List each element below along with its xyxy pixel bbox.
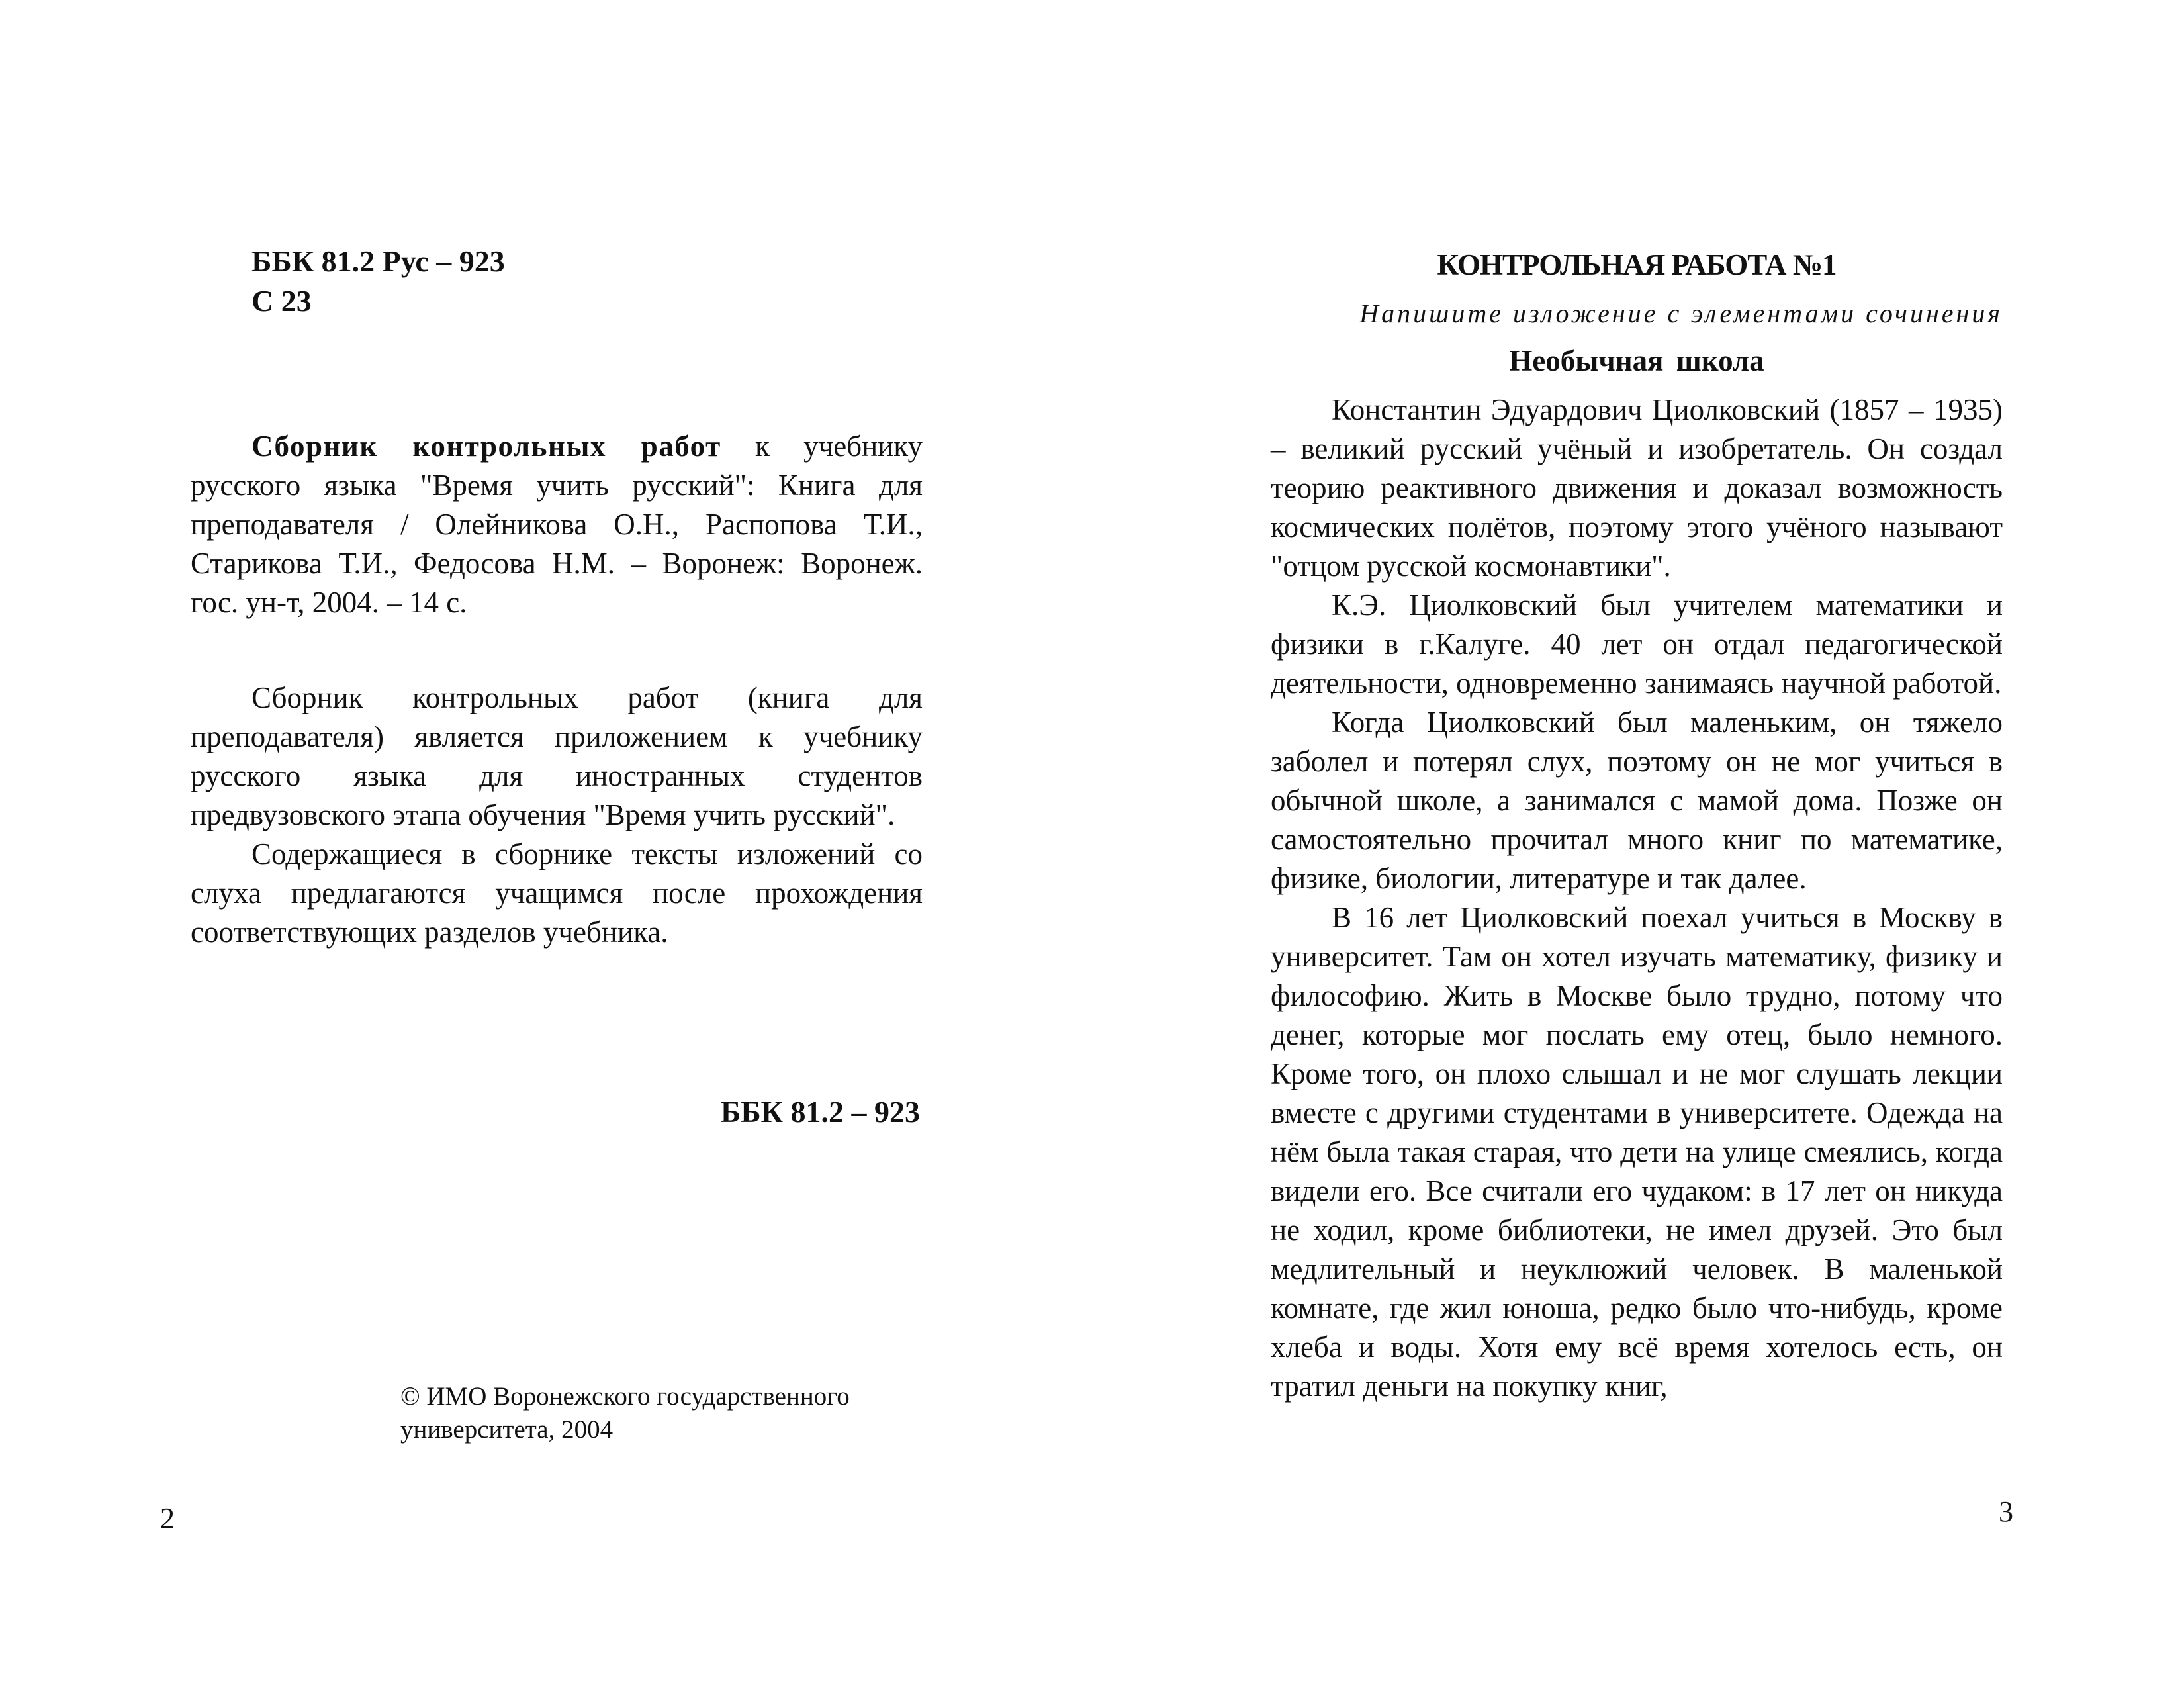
body-paragraph: К.Э. Циолковский был учителем математики и физики в г.Калуге. 40 лет он отдал педагогической деятельности, одновременно занимаясь научной работой. [1271, 588, 2003, 700]
body-paragraph: Константин Эдуардович Циолковский (1857 – 1935) – великий русский учёный и изобретатель. Он создал теорию реактивного движения и доказал возможность космических полётов, поэтому этого учёного называют "отцом русской космонавтики". [1271, 393, 2003, 583]
body-paragraph: В 16 лет Циолковский поехал учиться в Москву в университет. Там он хотел изучать математику, физику и философию. Жить в Москве было трудно, потому что денег, которые мог послать ему отец, было немного. Кроме того, он плохо слышал и не мог слушать лекции вместе с другими студентами в университете. Одежда на нём была такая старая, что дети на улице смеялись, когда видели его. Все считали его чудаком: в 17 лет он никуда не ходил, кроме библиотеки, не имел друзей. Это был медлительный и неуклюжий человек. В маленькой комнате, где жил юноша, редко было что-нибудь, кроме хлеба и воды. Хотя ему всё время хотелось есть, он тратил деньги на покупку книг, [1271, 901, 2003, 1403]
body-paragraph: Когда Циолковский был маленьким, он тяжело заболел и потерял слух, поэтому он не мог учиться в обычной школе, а занимался с мамой дома. Позже он самостоятельно прочитал много книг по математике, физике, биологии, литературе и так далее. [1271, 706, 2003, 895]
text-body [1271, 391, 2003, 1406]
copyright-line: университета, 2004 [400, 1415, 614, 1444]
copyright-notice [400, 1380, 903, 1446]
task-instruction: Напишите изложение с элементами сочинения [1359, 299, 2003, 328]
copyright-line: © ИМО Воронежского государственного [400, 1382, 850, 1411]
biblio-paragraph [191, 427, 923, 622]
author-mark: С 23 [251, 284, 312, 318]
page-title: КОНТРОЛЬНАЯ РАБОТА №1 [1437, 248, 1837, 281]
page-number: 3 [1999, 1495, 2013, 1528]
page-number: 2 [160, 1502, 175, 1534]
biblio-details: к учебнику русского языка "Время учить русский": Книга для преподавателя / Олейникова О.Н., Распопова Т.И., Старикова Т.И., Федосова Н.М. – Воронеж: Воронеж. гос. ун-т, 2004. – 14 с. [191, 430, 923, 619]
bbk-code-line: ББК 81.2 Рус – 923 [251, 244, 505, 278]
annotation-paragraph: Сборник контрольных работ (книга для преподавателя) является приложением к учебнику русского языка для иностранных студентов предвузовского этапа обучения "Время учить русский". [191, 681, 923, 831]
biblio-title: Сборник контрольных работ [251, 430, 721, 463]
bibliographic-description [191, 427, 923, 622]
bbk-code-bottom: ББК 81.2 – 923 [720, 1095, 920, 1129]
text-title: Необычная школа [1509, 344, 1764, 377]
annotation [191, 679, 923, 952]
right-page [1092, 0, 2184, 1688]
bbk-classification [251, 242, 505, 321]
annotation-paragraph: Содержащиеся в сборнике тексты изложений со слуха предлагаются учащимся после прохождения соответствующих разделов учебника. [191, 837, 923, 949]
